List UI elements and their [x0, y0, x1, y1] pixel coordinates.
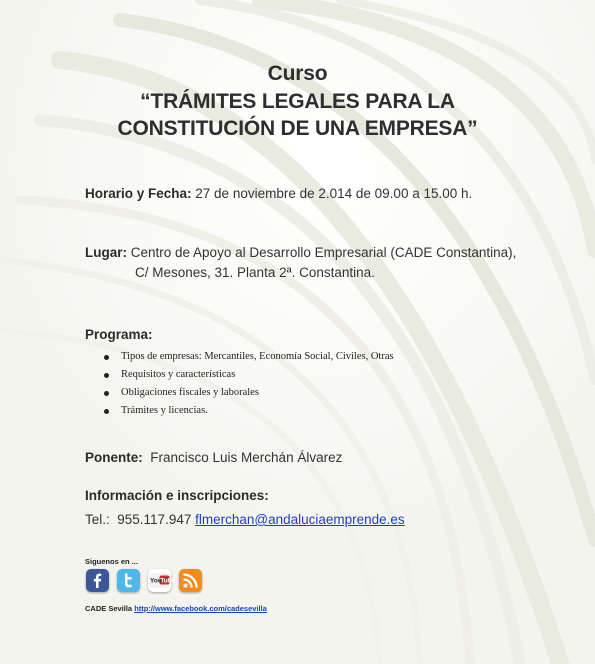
twitter-icon[interactable]	[117, 569, 140, 592]
cade-label: CADE Sevilla	[85, 604, 135, 613]
program-label: Programa:	[85, 327, 153, 342]
program-item: Requisitos y características	[103, 366, 394, 384]
location-line1: Centro de Apoyo al Desarrollo Empresarial (CADE Constantina),	[127, 245, 517, 260]
facebook-link[interactable]: http://www.facebook.com/cadesevilla	[134, 604, 267, 613]
program-item: Tipos de empresas: Mercantiles, Economía Social, Civiles, Otras	[103, 348, 394, 366]
tel-number: 955.117.947	[109, 512, 196, 527]
schedule-label: Horario y Fecha:	[85, 186, 192, 201]
speaker-row	[85, 450, 342, 465]
rss-icon[interactable]	[179, 569, 202, 592]
speaker-name: Francisco Luis Merchán Álvarez	[142, 450, 343, 465]
course-title-line1: “TRÁMITES LEGALES PARA LA	[140, 90, 455, 113]
youtube-icon[interactable]	[148, 569, 176, 592]
location-label: Lugar:	[85, 245, 127, 260]
schedule-value: 27 de noviembre de 2.014 de 09.00 a 15.00 h.	[191, 186, 473, 201]
program-item: Trámites y licencias.	[103, 402, 394, 420]
course-title-line2: CONSTITUCIÓN DE UNA EMPRESA”	[117, 117, 478, 140]
email-link[interactable]: flmerchan@andaluciaemprende.es	[195, 512, 405, 527]
speaker-label: Ponente:	[85, 450, 143, 465]
program-item: Obligaciones fiscales y laborales	[103, 384, 394, 402]
program-list	[103, 348, 394, 420]
tel-label: Tel.:	[85, 512, 110, 527]
location-row	[85, 245, 516, 260]
facebook-icon[interactable]	[86, 569, 109, 592]
svg-text:Tube: Tube	[160, 577, 176, 585]
schedule-row	[85, 186, 472, 201]
info-label: Información e inscripciones:	[85, 488, 269, 503]
contact-row	[85, 512, 405, 527]
svg-text:You: You	[150, 577, 162, 585]
cade-row	[85, 604, 267, 613]
location-line2: C/ Mesones, 31. Planta 2ª. Constantina.	[135, 265, 375, 280]
course-label: Curso	[267, 62, 328, 85]
follow-label: Siguenos en ...	[85, 557, 138, 566]
